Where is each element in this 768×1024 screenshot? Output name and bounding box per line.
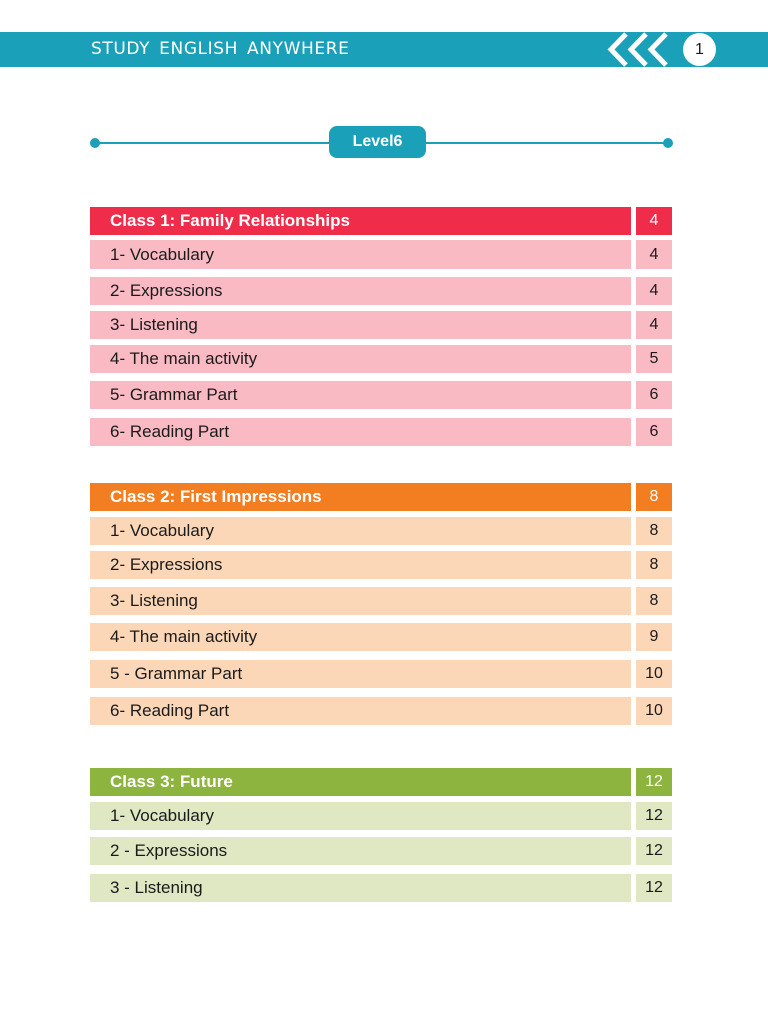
toc-item-page: 8	[636, 551, 672, 579]
toc-item[interactable]	[90, 345, 672, 373]
class-page-number: 4	[636, 207, 672, 235]
toc-item[interactable]	[90, 311, 672, 339]
toc-item-label: 4- The main activity	[90, 345, 631, 373]
level-divider-dot-left	[90, 138, 100, 148]
toc-item[interactable]	[90, 874, 672, 902]
toc-item[interactable]	[90, 837, 672, 865]
class-page-number: 8	[636, 483, 672, 511]
toc-item[interactable]	[90, 418, 672, 446]
toc-item-page: 6	[636, 381, 672, 409]
toc-item-page: 4	[636, 277, 672, 305]
toc-item[interactable]	[90, 623, 672, 651]
triple-chevron-left-icon	[604, 32, 676, 67]
class-1-header[interactable]	[90, 207, 672, 235]
toc-item[interactable]	[90, 381, 672, 409]
toc-item-label: 4- The main activity	[90, 623, 631, 651]
toc-item-label: 6- Reading Part	[90, 697, 631, 725]
toc-item-page: 12	[636, 802, 672, 830]
toc-item-label: 3 - Listening	[90, 874, 631, 902]
toc-item-page: 10	[636, 697, 672, 725]
class-3-header[interactable]	[90, 768, 672, 796]
toc-item[interactable]	[90, 802, 672, 830]
toc-item[interactable]	[90, 240, 672, 269]
toc-item-page: 5	[636, 345, 672, 373]
toc-item[interactable]	[90, 517, 672, 545]
page-number-badge: 1	[683, 33, 716, 66]
toc-item-page: 4	[636, 240, 672, 269]
toc-item-page: 10	[636, 660, 672, 688]
class-page-number: 12	[636, 768, 672, 796]
toc-item-page: 8	[636, 587, 672, 615]
level-badge: Level6	[329, 126, 426, 158]
page-header	[0, 32, 768, 67]
toc-item-page: 6	[636, 418, 672, 446]
header-title: STUDY ENGLISH ANYWHERE	[91, 39, 350, 59]
toc-item[interactable]	[90, 587, 672, 615]
toc-item[interactable]	[90, 660, 672, 688]
class-2-header[interactable]	[90, 483, 672, 511]
class-title: Class 2: First Impressions	[90, 483, 631, 511]
toc-item-page: 4	[636, 311, 672, 339]
toc-item[interactable]	[90, 277, 672, 305]
class-title: Class 3: Future	[90, 768, 631, 796]
toc-item[interactable]	[90, 551, 672, 579]
toc-item-label: 2 - Expressions	[90, 837, 631, 865]
toc-item[interactable]	[90, 697, 672, 725]
toc-item-label: 5- Grammar Part	[90, 381, 631, 409]
toc-item-page: 12	[636, 874, 672, 902]
toc-item-page: 9	[636, 623, 672, 651]
toc-item-label: 6- Reading Part	[90, 418, 631, 446]
toc-item-label: 1- Vocabulary	[90, 517, 631, 545]
toc-item-label: 3- Listening	[90, 311, 631, 339]
toc-item-label: 5 - Grammar Part	[90, 660, 631, 688]
toc-item-label: 3- Listening	[90, 587, 631, 615]
toc-item-label: 2- Expressions	[90, 277, 631, 305]
class-title: Class 1: Family Relationships	[90, 207, 631, 235]
level-divider-dot-right	[663, 138, 673, 148]
toc-item-label: 2- Expressions	[90, 551, 631, 579]
toc-item-page: 12	[636, 837, 672, 865]
toc-item-page: 8	[636, 517, 672, 545]
toc-item-label: 1- Vocabulary	[90, 802, 631, 830]
toc-item-label: 1- Vocabulary	[90, 240, 631, 269]
